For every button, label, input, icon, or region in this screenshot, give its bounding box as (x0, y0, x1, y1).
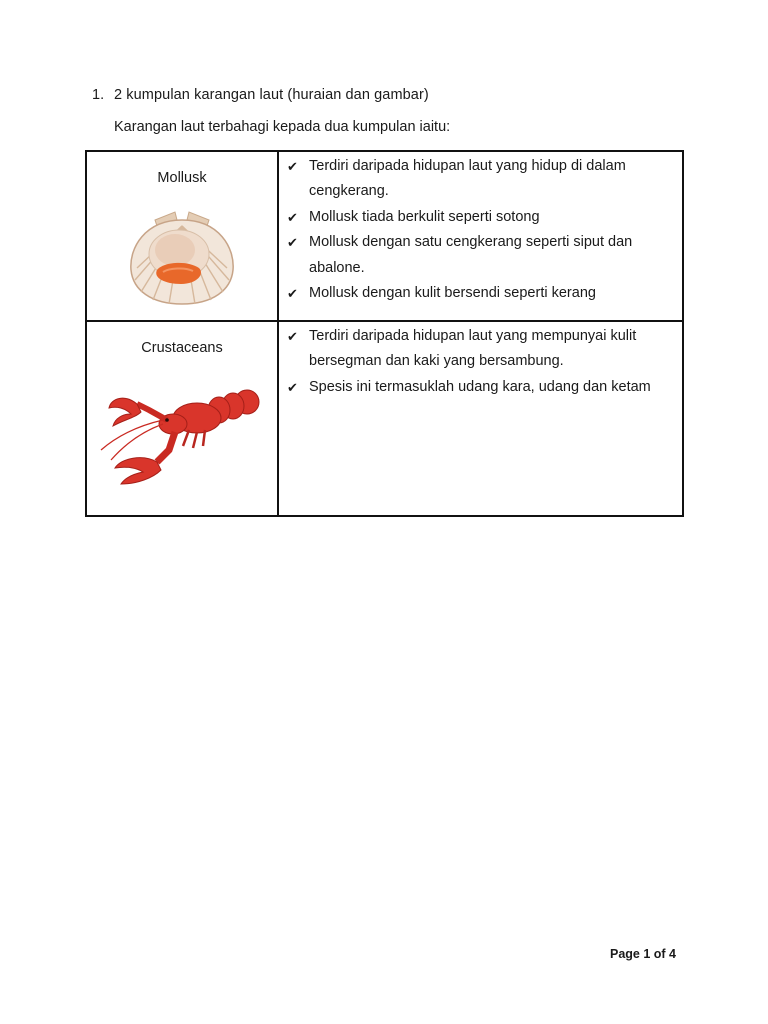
group-details-mollusk (278, 151, 683, 321)
list-item: ✔ Mollusk dengan satu cengkerang seperti siput dan abalone. (285, 230, 676, 281)
group-cell-mollusk (86, 151, 278, 321)
heading-number: 1. (92, 87, 105, 103)
page-number: Page 1 of 4 (610, 947, 676, 961)
lobster-icon (97, 380, 267, 490)
list-item: ✔ Mollusk dengan kulit bersendi seperti kerang (285, 281, 676, 306)
group-name-crustaceans: Crustaceans (141, 340, 223, 356)
list-item: ✔ Mollusk tiada berkulit seperti sotong (285, 205, 676, 230)
check-mark-icon: ✔ (287, 329, 298, 344)
heading-text: 2 kumpulan karangan laut (huraian dan gambar) (114, 87, 429, 103)
check-mark-icon: ✔ (287, 379, 298, 395)
check-mark-icon: ✔ (287, 286, 298, 302)
groups-table (85, 150, 684, 517)
list-item: ✔ Terdiri daripada hidupan laut yang hidup di dalam cengkerang. (285, 154, 676, 205)
table-row (86, 151, 683, 321)
table-row (86, 321, 683, 516)
group-name-mollusk: Mollusk (157, 170, 207, 186)
list-item: ✔ Terdiri daripada hidupan laut yang mempunyai kulit bersegman dan kaki yang bersambung. (285, 324, 676, 375)
scallop-shell-icon (117, 198, 247, 310)
intro-text: Karangan laut terbahagi kepada dua kumpulan iaitu: (114, 119, 451, 135)
check-mark-icon: ✔ (287, 159, 298, 174)
group-cell-crustaceans (86, 321, 278, 516)
check-mark-icon: ✔ (287, 235, 298, 251)
section-heading (92, 87, 429, 103)
check-mark-icon: ✔ (287, 209, 298, 225)
list-item: ✔ Spesis ini termasuklah udang kara, udang dan ketam (285, 375, 676, 400)
group-details-crustaceans (278, 321, 683, 516)
